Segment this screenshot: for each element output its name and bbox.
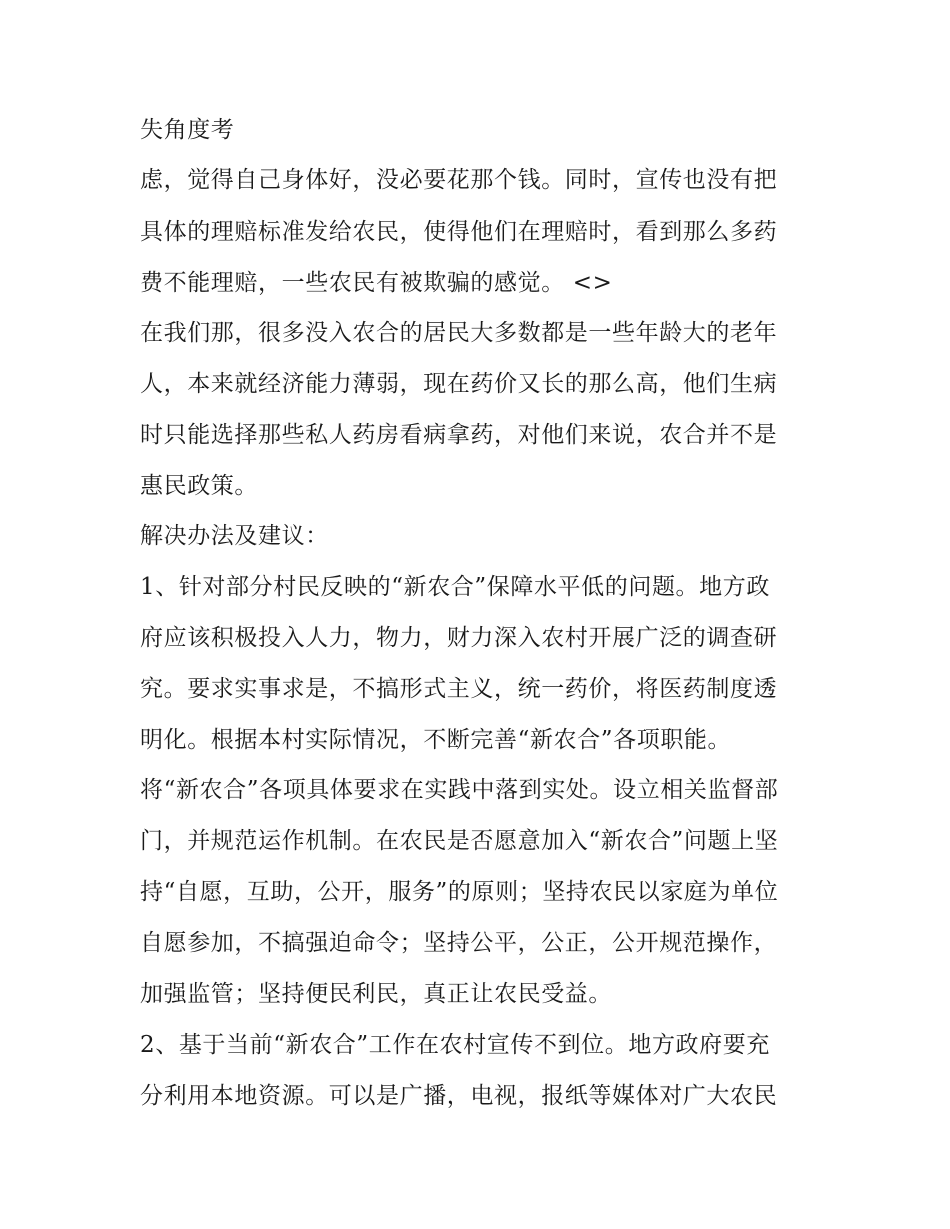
text-line: 虑，觉得自己身体好，没必要花那个钱。同时，宣传也没有把 [140,167,778,193]
text-line: 明化。根据本村实际情况，不断完善“新农合”各项职能。 [140,727,732,753]
text-line: 惠民政策。 [140,473,258,499]
text-line: 府应该积极投入人力，物力，财力深入农村开展广泛的调查研 [140,625,778,651]
text-line: 具体的理赔标准发给农民，使得他们在理赔时，看到那么多药 [140,219,778,245]
section-heading: 解决办法及建议： [140,523,329,549]
text-line: 失角度考 [140,117,235,143]
text-line: 分利用本地资源。可以是广播，电视，报纸等媒体对广大农民 [140,1083,778,1109]
text-line: 自愿参加，不搞强迫命令；坚持公平，公正，公开规范操作， [140,930,778,956]
text-line: 时只能选择那些私人药房看病拿药，对他们来说，农合并不是 [140,422,778,448]
text-line: 1、针对部分村民反映的“新农合”保障水平低的问题。地方政 [140,574,770,600]
text-line: 费不能理赔，一些农民有被欺骗的感觉。 <> [140,270,613,296]
text-line: 2、基于当前“新农合”工作在农村宣传不到位。地方政府要充 [140,1032,770,1058]
text-line: 在我们那，很多没入农合的居民大多数都是一些年龄大的老年 [140,320,778,346]
text-line: 持“自愿，互助，公开，服务”的原则；坚持农民以家庭为单位 [140,879,779,905]
text-line: 人，本来就经济能力薄弱，现在药价又长的那么高，他们生病 [140,371,778,397]
text-line: 门，并规范运作机制。在农民是否愿意加入“新农合”问题上坚 [140,828,779,854]
text-line: 加强监管；坚持便民利民，真正让农民受益。 [140,981,612,1007]
text-line: 究。要求实事求是，不搞形式主义，统一药价，将医药制度透 [140,676,778,702]
text-line: 将“新农合”各项具体要求在实践中落到实处。设立相关监督部 [140,777,779,803]
